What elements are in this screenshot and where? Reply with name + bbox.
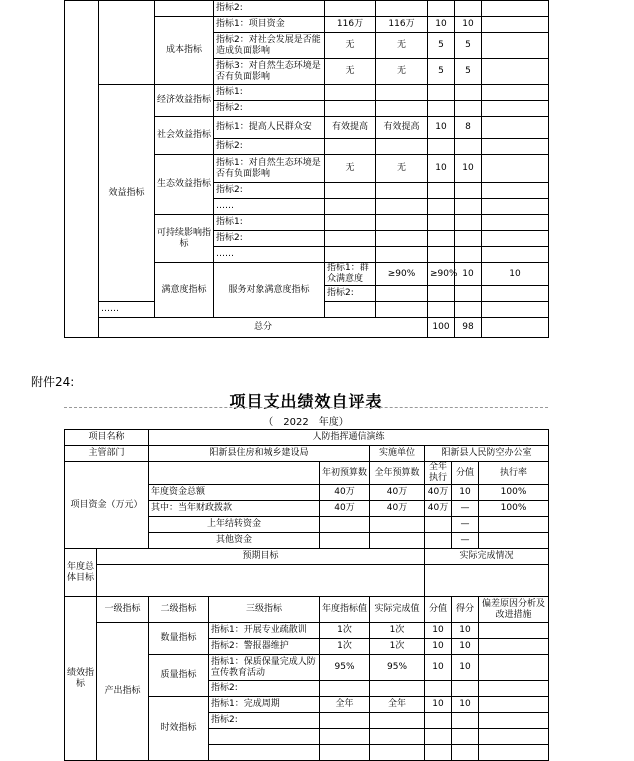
actual-completion-header: 实际完成情况 [425, 549, 549, 565]
timeliness-indicator-label: 时效指标 [149, 697, 209, 761]
impl-value: 阳新县人民防空办公室 [425, 446, 549, 462]
page-title: 项目支出绩效自评表 [229, 392, 383, 411]
project-name-label: 项目名称 [65, 430, 149, 446]
left-blank-cell [65, 1, 99, 338]
satisfaction-indicator-label: 满意度指标 [155, 263, 214, 318]
indicator-cell: 指标3：对自然生态环境是否有负面影响 [214, 59, 325, 85]
blank-cell [155, 1, 214, 17]
project-name: 人防指挥通信演练 [149, 430, 549, 446]
cost-blank-cell [99, 1, 155, 85]
expected-goal-header: 预期目标 [97, 549, 425, 565]
econ-benefit-label: 经济效益指标 [155, 85, 214, 117]
total-got: 98 [455, 318, 482, 338]
quantity-indicator-label: 数量指标 [149, 623, 209, 655]
top-indicator-table: 指标2: 成本指标 指标1：项目资金 116万 116万 10 10 指标2：对社会发展是否能造成负面影响 无 无 5 5 指标3：对自然生态环境是否有负面影响 无 无 5 5 效益指标 经济效益指标 指标1: 指标2: 社会效益指标 指标1：提高人民群众安 有效提高 有效提高 10 8 指标2: 生态效益指标 指标1：对自然生态环境是否有负面影响 无 无 10 10 指标2: …… 可持续影响指标 指标1: 指标2: …… 满意度指标 服务对象满意度指标 指标1：群众满意度 ≥90% ≥90% 10 10 指标2: …… 总分 100 98 [64, 0, 549, 338]
funds-label: 项目资金（万元） [65, 462, 149, 549]
self-evaluation-table: 项目名称 人防指挥通信演练 主管部门 阳新县住房和城乡建设局 实施单位 阳新县人民防空办公室 项目资金（万元） 年初预算数 全年预算数 全年执行 分值 执行率 年度资金总额 40万 40万 40万 10 100% 其中：当年财政拨款 40万 40万 40万 — 100% 上年结转资金 — 其他资金 — 年度总体目标 预期目标 实际完成情况 绩效指标 一级指标 二级指标 三级指标 年度指标值 实际完成值 分值 得分 偏差原因分析及改进措施 产出指标 数量指标 指标1：开展专业疏散训 1次 1次 10 10 指标2：警报器维护 1次 1次 10 10 质量指标 指标1：保质保量完成人防宣传教育活动 95% 95% 10 10 指标2: 时效指标 指标1：完成周期 全年 全年 10 10 指标2: [64, 429, 549, 761]
annual-goal-label: 年度总体目标 [65, 549, 97, 597]
perf-indicator-label: 绩效指标 [65, 597, 97, 761]
eco-benefit-label: 生态效益指标 [155, 155, 214, 215]
cost-indicator-label: 成本指标 [155, 17, 214, 85]
service-satisfaction-label: 服务对象满意度指标 [214, 263, 325, 318]
year-label: （ 2022 年度） [263, 417, 349, 428]
sustainable-impact-label: 可持续影响指标 [155, 215, 214, 263]
quality-indicator-label: 质量指标 [149, 655, 209, 697]
dept-value: 阳新县住房和城乡建设局 [149, 446, 370, 462]
benefit-indicator-label: 效益指标 [99, 85, 155, 302]
title-divider [64, 407, 548, 408]
indicator-cell: 指标2：对社会发展是否能造成负面影响 [214, 33, 325, 59]
indicator-cell: 指标2: [214, 1, 325, 17]
impl-label: 实施单位 [370, 446, 425, 462]
output-indicator-label: 产出指标 [97, 623, 149, 761]
social-benefit-label: 社会效益指标 [155, 117, 214, 155]
total-label: 总分 [99, 318, 428, 338]
indicator-cell: 指标1：项目资金 [214, 17, 325, 33]
attachment-label: 附件24: [31, 375, 75, 389]
dept-label: 主管部门 [65, 446, 149, 462]
total-score: 100 [428, 318, 455, 338]
